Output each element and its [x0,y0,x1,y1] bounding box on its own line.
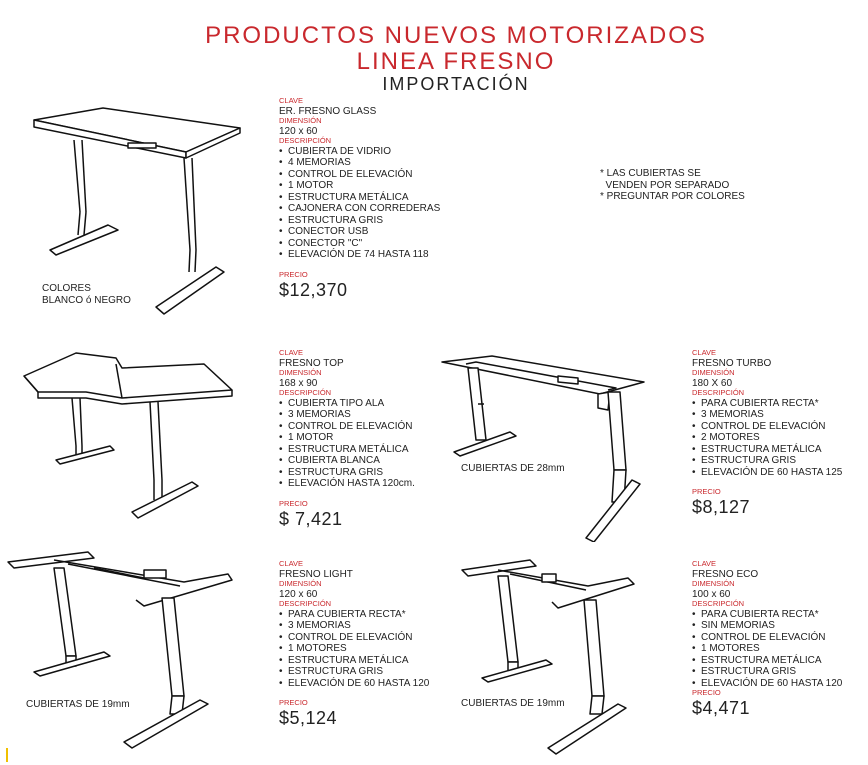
product-image-top [20,350,240,522]
feature-item: • 3 MEMORIAS [279,409,415,421]
feature-item: • ESTRUCTURA METÁLICA [279,192,440,204]
product-clave: FRESNO TOP [279,357,344,369]
feature-item: • ESTRUCTURA METÁLICA [279,655,429,667]
dimension-label: DIMENSIÓN [279,368,322,377]
product-image-eco [458,556,644,756]
feature-item: • CONECTOR "C" [279,238,440,250]
feature-item: • ESTRUCTURA METÁLICA [692,655,842,667]
feature-item: • ESTRUCTURA METÁLICA [692,444,842,456]
feature-item: • ELEVACIÓN DE 60 HASTA 125 [692,467,842,479]
note-line-3: * PREGUNTAR POR COLORES [600,191,745,202]
caption-line-2: BLANCO ó NEGRO [42,295,131,306]
precio-label: PRECIO [692,688,721,697]
feature-item: • 1 MOTOR [279,432,415,444]
clave-label: CLAVE [279,348,304,357]
feature-item: • CUBIERTA TIPO ALA [279,398,415,410]
descripcion-label: DESCRIPCIÓN [692,388,745,397]
product-caption-turbo: CUBIERTAS DE 28mm [461,463,565,474]
clave-label: CLAVE [279,559,304,568]
feature-item: • 1 MOTORES [692,643,842,655]
product-clave: ER. FRESNO GLASS [279,105,377,117]
feature-item: • ELEVACIÓN DE 74 HASTA 118 [279,249,440,261]
feature-item: • CAJONERA CON CORREDERAS [279,203,440,215]
dimension-label: DIMENSIÓN [279,579,322,588]
feature-item: • 1 MOTOR [279,180,440,192]
feature-item: • 3 MEMORIAS [279,620,429,632]
dimension-label: DIMENSIÓN [692,368,735,377]
product-caption-glass [42,283,131,307]
feature-item: • CONTROL DE ELEVACIÓN [279,421,415,433]
descripcion-label: DESCRIPCIÓN [692,599,745,608]
product-clave: FRESNO TURBO [692,357,772,369]
feature-item: • CONTROL DE ELEVACIÓN [692,632,842,644]
product-block-top [279,349,415,530]
descripcion-label: DESCRIPCIÓN [279,599,332,608]
note-line-2: VENDEN POR SEPARADO [600,179,730,191]
feature-item: • 3 MEMORIAS [692,409,842,421]
feature-item: • ESTRUCTURA GRIS [279,467,415,479]
descripcion-label: DESCRIPCIÓN [279,388,332,397]
feature-item: • ELEVACIÓN DE 60 HASTA 120 [692,678,842,690]
product-block-turbo [692,349,842,518]
feature-item: • ESTRUCTURA METÁLICA [279,444,415,456]
feature-item: • ELEVACIÓN HASTA 120cm. [279,478,415,490]
product-clave: FRESNO ECO [692,568,759,580]
edge-marker [6,748,8,762]
note-line-1: * LAS CUBIERTAS SE [600,168,701,179]
clave-label: CLAVE [692,348,717,357]
feature-item: • ESTRUCTURA GRIS [692,455,842,467]
product-caption-light: CUBIERTAS DE 19mm [26,699,130,710]
feature-item: • ELEVACIÓN DE 60 HASTA 120 [279,678,429,690]
clave-label: CLAVE [279,96,304,105]
feature-item: • CUBIERTA BLANCA [279,455,415,467]
product-caption-eco: CUBIERTAS DE 19mm [461,698,565,709]
dimension-label: DIMENSIÓN [279,116,322,125]
product-image-turbo [438,352,648,542]
notes [600,168,745,203]
title-line-1: PRODUCTOS NUEVOS MOTORIZADOS [205,22,707,49]
caption-line-1: COLORES [42,283,91,294]
product-block-glass [279,97,440,301]
feature-list [692,398,842,479]
feature-item: • CONECTOR USB [279,226,440,238]
feature-list [692,609,842,690]
product-dimension: 100 x 60 [692,588,731,600]
precio-label: PRECIO [279,498,308,508]
feature-item: • ESTRUCTURA GRIS [279,666,429,678]
precio-label: PRECIO [692,487,721,496]
product-price: $8,127 [692,497,751,517]
feature-item: • CONTROL DE ELEVACIÓN [692,421,842,433]
product-price: $4,471 [692,698,751,718]
feature-list [279,146,440,261]
descripcion-label: DESCRIPCIÓN [279,136,332,145]
feature-item: • CUBIERTA DE VIDRIO [279,146,440,158]
feature-item: • CONTROL DE ELEVACIÓN [279,169,440,181]
feature-item: • 1 MOTORES [279,643,429,655]
feature-item: • SIN MEMORIAS [692,620,842,632]
title-line-3: IMPORTACIÓN [382,74,530,94]
product-dimension: 120 x 60 [279,125,318,137]
product-price: $12,370 [279,279,348,300]
precio-label: PRECIO [279,269,308,279]
feature-list [279,398,415,490]
product-clave: FRESNO LIGHT [279,568,353,580]
product-price: $ 7,421 [279,508,343,529]
product-dimension: 180 X 60 [692,377,733,389]
clave-label: CLAVE [692,559,717,568]
product-image-light [4,548,234,750]
feature-list [279,609,429,690]
feature-item: • 4 MEMORIAS [279,157,440,169]
feature-item: • ESTRUCTURA GRIS [279,215,440,227]
feature-item: • ESTRUCTURA GRIS [692,666,842,678]
feature-item: • CONTROL DE ELEVACIÓN [279,632,429,644]
product-dimension: 168 x 90 [279,377,318,389]
feature-item: • PARA CUBIERTA RECTA* [692,609,842,621]
product-block-eco [692,560,842,719]
product-block-light [279,560,429,729]
feature-item: • 2 MOTORES [692,432,842,444]
precio-label: PRECIO [279,698,308,707]
product-dimension: 120 x 60 [279,588,318,600]
feature-item: • PARA CUBIERTA RECTA* [692,398,842,410]
feature-item: • PARA CUBIERTA RECTA* [279,609,429,621]
product-price: $5,124 [279,708,338,728]
dimension-label: DIMENSIÓN [692,579,735,588]
title-line-2: LINEA FRESNO [356,48,556,75]
